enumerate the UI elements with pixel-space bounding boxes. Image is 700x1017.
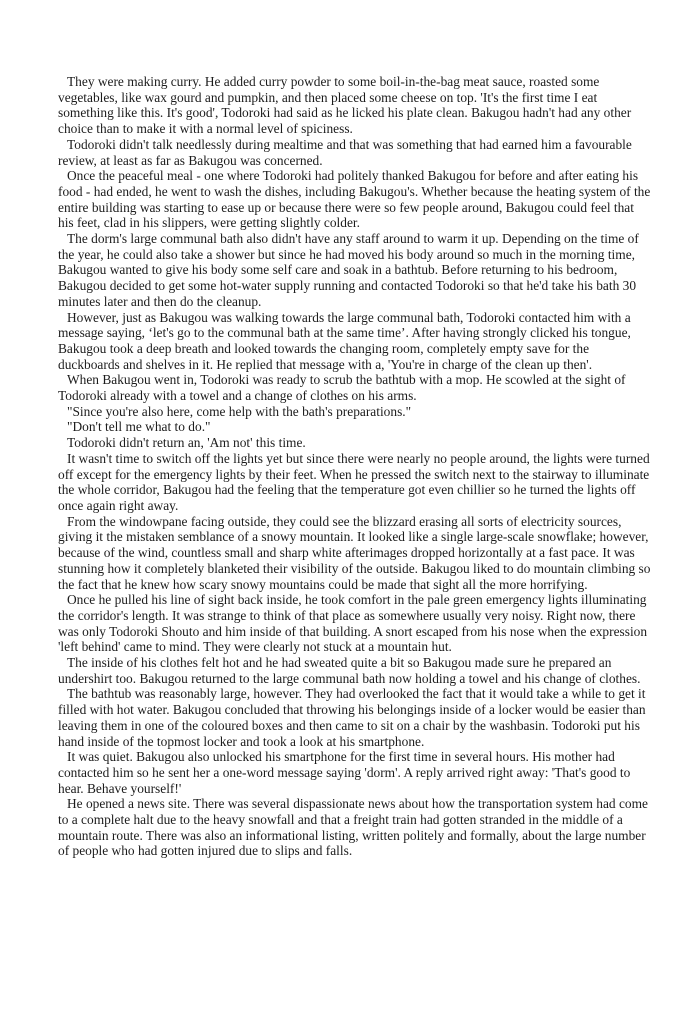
paragraph-8: "Don't tell me what to do." <box>67 419 211 435</box>
paragraph-3: Once the peaceful meal - one where Todoroki had politely thanked Bakugou for before and after eating his food - had ended, he went to wash the dishes, including Bakugou's. Whether because the heating system of the entire building was starting to ease up or because there were so few people around, Bakugou could feel that his feet, clad in his slippers, were getting slightly colder. <box>58 168 651 231</box>
paragraph-7: "Since you're also here, come help with the bath's preparations." <box>67 403 412 419</box>
paragraph-5: However, just as Bakugou was walking towards the large communal bath, Todoroki contacted him with a message saying, ‘let's go to the communal bath at the same time’. After having strongly clicked his tongue, Bakugou took a deep breath and looked towards the changing room, completely empty save for the duckboards and shelves in it. He replied that message with a, 'You're in charge of the clean up then'. <box>58 309 631 372</box>
paragraph-13: The inside of his clothes felt hot and he had sweated quite a bit so Bakugou made sure he prepared an undershirt too. Bakugou returned to the large communal bath now holding a towel and his change of clothes. <box>58 655 641 686</box>
paragraph-6: When Bakugou went in, Todoroki was ready to scrub the bathtub with a mop. He scowled at the sight of Todoroki already with a towel and a change of clothes on his arms. <box>58 372 626 404</box>
story-text <box>58 74 652 859</box>
paragraph-1: They were making curry. He added curry powder to some boil-in-the-bag meat sauce, roasted some vegetables, like wax gourd and pumpkin, and then placed some cheese on top. 'It's the first time I eat something like this. It's good', Todoroki had said as he licked his plate clean. Bakugou hadn't had any other choice than to make it with a normal level of spiciness. <box>58 74 632 137</box>
paragraph-12: Once he pulled his line of sight back inside, he took comfort in the pale green emergency lights illuminating the corridor's length. It was strange to think of that place as somewhere usually very noisy. Right now, there was only Todoroki Shouto and him inside of that building. A snort escaped from his nose when the expression 'left behind' came to mind. They were clearly not stuck at a mountain hut. <box>58 592 648 655</box>
paragraph-16: He opened a news site. There was several dispassionate news about how the transportation system had come to a complete halt due to the heavy snowfall and that a freight train had gotten stranded in the middle of a mountain route. There was also an informational listing, written politely and formally, about the large number of people who had gotten injured due to slips and falls. <box>58 796 648 859</box>
paragraph-10: It wasn't time to switch off the lights yet but since there were nearly no people around, the lights were turned off except for the emergency lights by their feet. When he pressed the switch next to the stairway to illuminate the whole corridor, Bakugou had the feeling that the temperature got even chillier so he turned the lights off once again right away. <box>58 450 650 513</box>
paragraph-2: Todoroki didn't talk needlessly during mealtime and that was something that had earned him a favourable review, at least as far as Bakugou was concerned. <box>58 136 632 168</box>
paragraph-14: The bathtub was reasonably large, however. They had overlooked the fact that it would take a while to get it filled with hot water. Bakugou concluded that throwing his belongings inside of a locker would be easier than leaving them in one of the coloured boxes and then came to sit on a chair by the washbasin. Todoroki put his hand inside of the topmost locker and took a look at his smartphone. <box>58 686 646 749</box>
paragraph-11: From the windowpane facing outside, they could see the blizzard erasing all sorts of electricity sources, giving it the mistaken semblance of a snowy mountain. It looked like a single large-scale snowflake; however, because of the wind, countless small and sharp white afterimages dropped horizontally at a fast pace. It was stunning how it completely blanketed their visibility of the outside. Bakugou liked to do mountain climbing so the fact that he knew how scary snowy mountains could be made that sight all the more horrifying. <box>58 513 651 592</box>
paragraph-15: It was quiet. Bakugou also unlocked his smartphone for the first time in several hours. His mother had contacted him so he sent her a one-word message saying 'dorm'. A reply arrived right away: 'That's good to hear. Behave yourself!' <box>58 749 631 796</box>
paragraph-4: The dorm's large communal bath also didn't have any staff around to warm it up. Depending on the time of the year, he could also take a shower but since he had moved his body around so much in the morning time, Bakugou wanted to give his body some self care and soak in a bathtub. Before returning to his bedroom, Bakugou decided to get some hot-water supply running and contacted Todoroki so that he'd take his bath 30 minutes later and then do the cleanup. <box>58 231 639 309</box>
paragraph-9: Todoroki didn't return an, 'Am not' this time. <box>67 435 306 451</box>
